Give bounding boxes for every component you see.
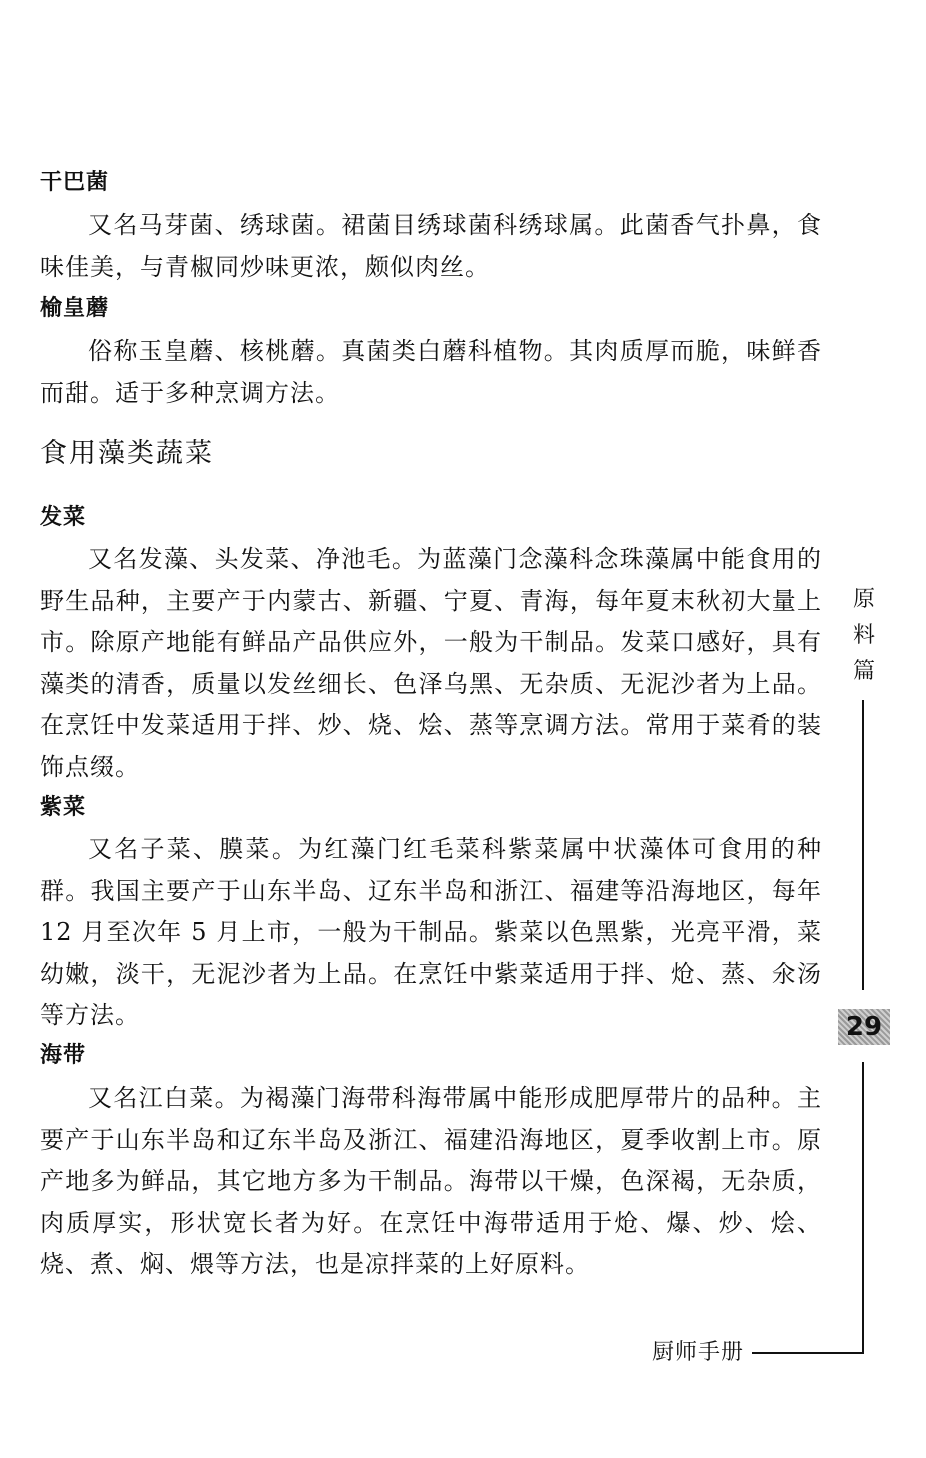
- side-section-tab: [850, 582, 878, 690]
- side-tab-char: 料: [852, 623, 875, 648]
- side-tab-char: 篇: [852, 659, 875, 684]
- side-tab-char: 原: [852, 587, 875, 612]
- entry-text-facai: 又名发藻、头发菜、净池毛。为蓝藻门念藻科念珠藻属中能食用的野生品种，主要产于内蒙古、新疆、宁夏、青海，每年夏末秋初大量上市。除原产地能有鲜品产品供应外，一般为干制品。发菜口感好，具有藻类的清香，质量以发丝细长、色泽乌黑、无杂质、无泥沙者为上品。在烹饪中发菜适用于拌、炒、烧、烩、蒸等烹调方法。常用于菜肴的装饰点缀。: [40, 545, 822, 781]
- entry-title-yuhuangmo: 榆皇蘑: [40, 296, 110, 321]
- section-title: 食用藻类蔬菜: [40, 438, 214, 469]
- footer-book-title: 厨师手册: [652, 1340, 745, 1365]
- entry-text-ganbajun: 又名马芽菌、绣球菌。裙菌目绣球菌科绣球属。此菌香气扑鼻，食味佳美，与青椒同炒味更浓，颇似肉丝。: [40, 211, 822, 281]
- side-divider-bottom: [862, 1062, 864, 1352]
- entry-text-yuhuangmo: 俗称玉皇蘑、核桃蘑。真菌类白蘑科植物。其肉质厚而脆，味鲜香而甜。适于多种烹调方法。: [40, 337, 822, 407]
- page-number: 29: [845, 1012, 883, 1042]
- entry-title-zicai: 紫菜: [40, 795, 87, 820]
- entry-title-haidai: 海带: [40, 1043, 87, 1068]
- entry-text-haidai: 又名江白菜。为褐藻门海带科海带属中能形成肥厚带片的品种。主要产于山东半岛和辽东半岛及浙江、福建沿海地区，夏季收割上市。原产地多为鲜品，其它地方多为干制品。海带以干燥，色深褐，无杂质，肉质厚实，形状宽长者为好。在烹饪中海带适用于炝、爆、炒、烩、烧、煮、焖、煨等方法，也是凉拌菜的上好原料。: [40, 1084, 822, 1278]
- entry-title-facai: 发菜: [40, 505, 87, 530]
- entry-title-ganbajun: 干巴菌: [40, 170, 110, 195]
- entry-text-zicai: 又名子菜、膜菜。为红藻门红毛菜科紫菜属中状藻体可食用的种群。我国主要产于山东半岛、辽东半岛和浙江、福建等沿海地区，每年 12 月至次年 5 月上市，一般为干制品。紫菜以色黑紫，光亮平滑，菜幼嫩，淡干，无泥沙者为上品。在烹饪中紫菜适用于拌、炝、蒸、氽汤等方法。: [40, 835, 822, 1029]
- footer-rule: [752, 1352, 864, 1354]
- page-number-badge: [838, 1009, 890, 1045]
- side-divider-top: [862, 700, 864, 990]
